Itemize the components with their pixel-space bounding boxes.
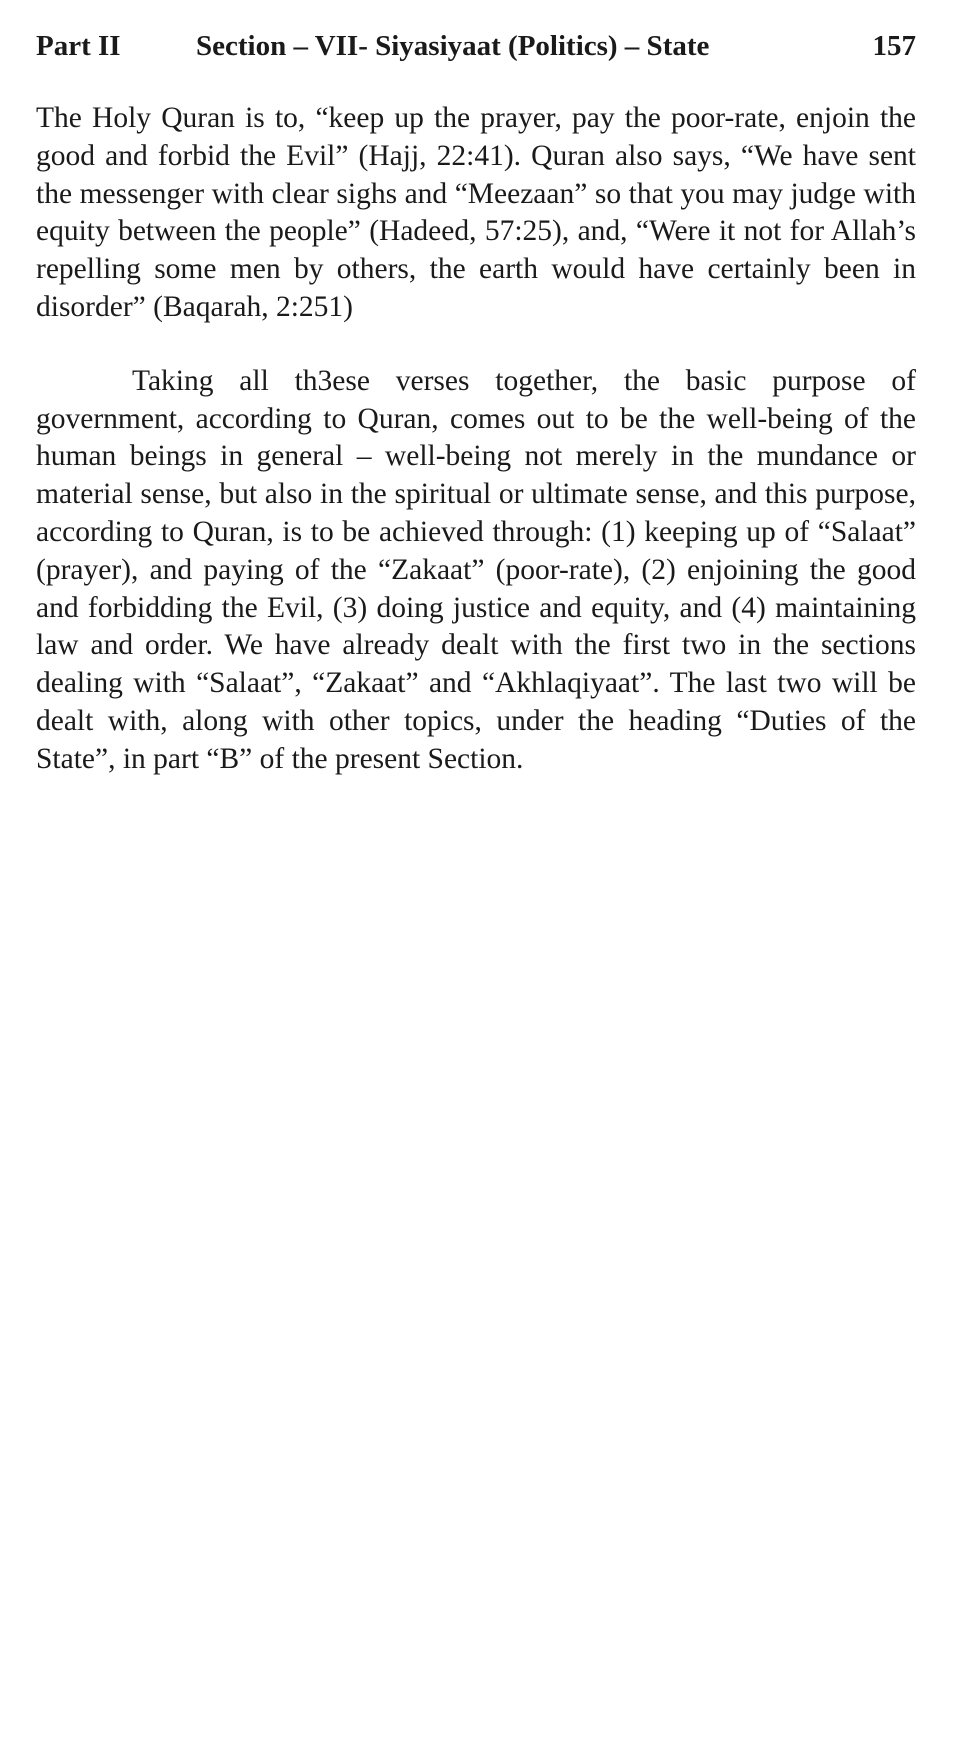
paragraph-1: The Holy Quran is to, “keep up the prayer, pay the poor-rate, enjoin the good and forbid the Evil” (Hajj, 22:41). Quran also says, “We have sent the messenger with clear sighs and “Meezaan” so that you may judge with equity between the people” (Hadeed, 57:25), and, “Were it not for Allah’s repelling some men by others, the earth would have certainly been in disorder” (Baqarah, 2:251): [36, 102, 916, 323]
header-part-label: Part II: [36, 30, 121, 62]
running-header: [36, 26, 916, 66]
paragraph-2: Taking all th3ese verses together, the basic purpose of government, according to Quran, comes out to be the well-being of the human beings in general – well-being not merely in the mundance or material sense, but also in the spiritual or ultimate sense, and this purpose, according to Quran, is to be achieved through: (1) keeping up of “Salaat” (prayer), and paying of the “Zakaat” (poor-rate), (2) enjoining the good and forbidding the Evil, (3) doing justice and equity, and (4) maintaining law and order. We have already dealt with the first two in the sections dealing with “Salaat”, “Zakaat” and “Akhlaqiyaat”. The last two will be dealt with, along with other topics, under the heading “Duties of the State”, in part “B” of the present Section.: [36, 364, 916, 775]
header-section-title: Section – VII- Siyasiyaat (Politics) – State: [196, 30, 710, 62]
body-text: [36, 100, 916, 779]
page-number: 157: [872, 30, 916, 62]
